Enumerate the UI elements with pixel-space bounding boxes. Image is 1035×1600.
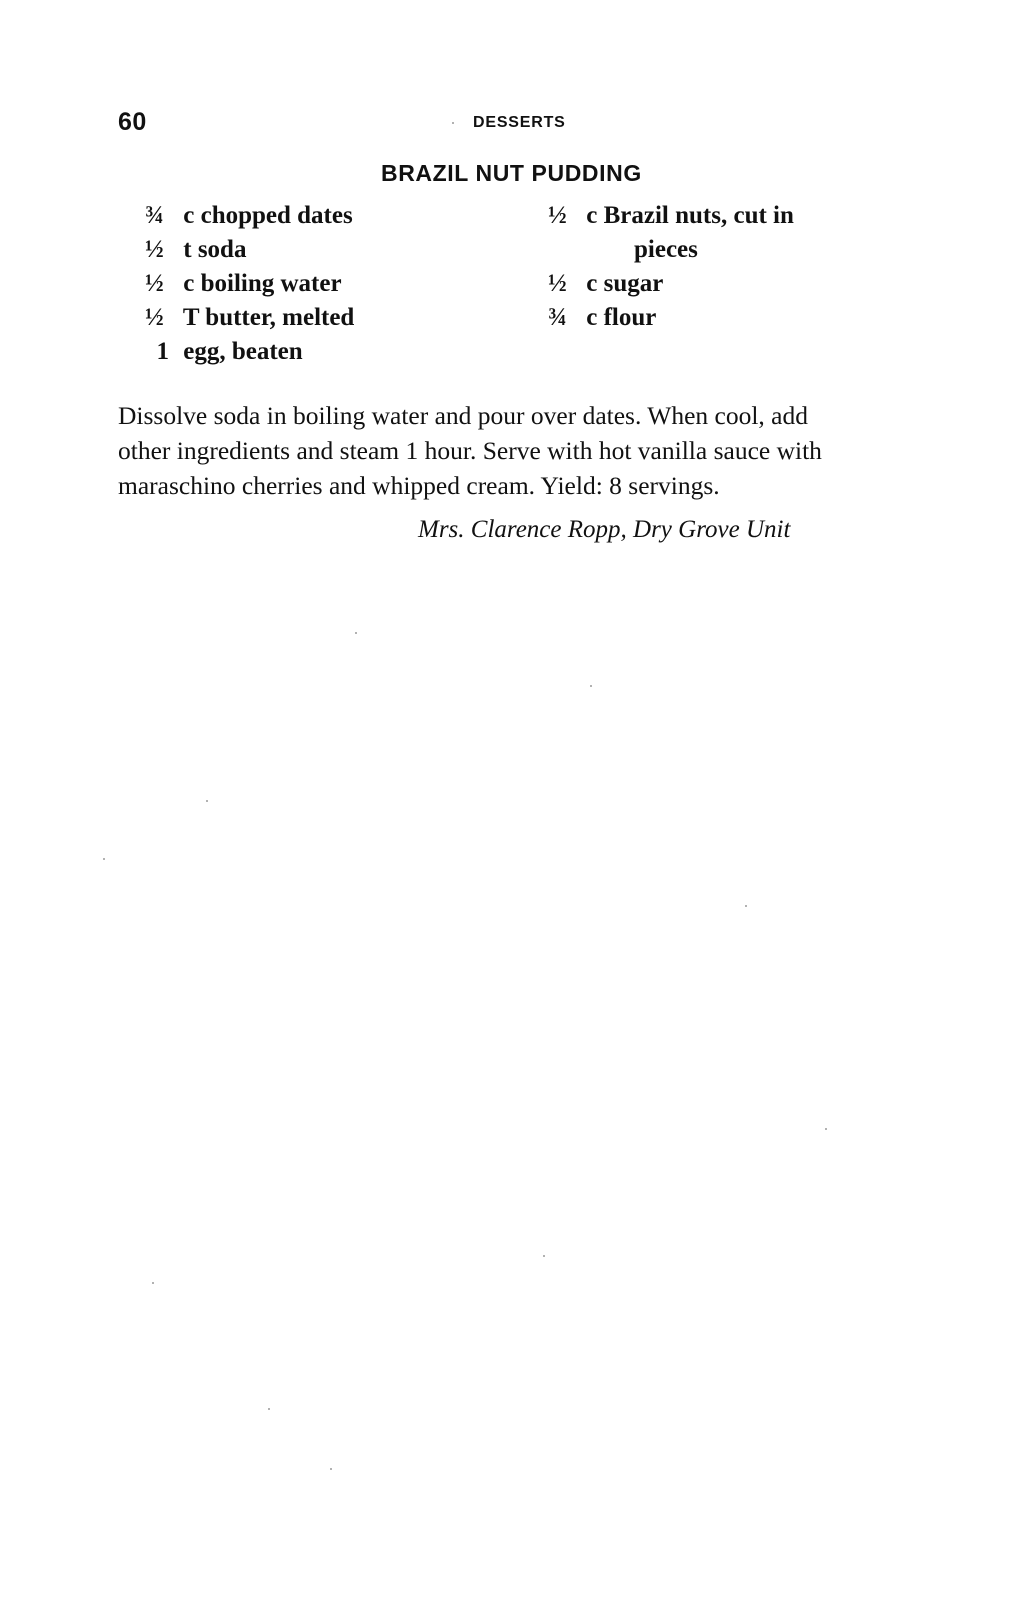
section-header: DESSERTS: [473, 114, 566, 131]
scan-speck: [745, 905, 747, 907]
ingredient-quantity: ¾: [548, 304, 567, 331]
ingredient-quantity: 1: [156, 338, 169, 365]
ingredient-item: [548, 202, 794, 230]
instruction-line: maraschino cherries and whipped cream. Yield: 8 servings.: [118, 471, 720, 500]
scan-speck: [543, 1255, 545, 1257]
scan-speck: [152, 1282, 154, 1284]
ingredient-text: c sugar: [586, 270, 664, 297]
scan-speck: [355, 632, 357, 634]
ingredient-item: [145, 270, 342, 298]
ingredient-quantity: ½: [145, 304, 164, 331]
page-number: 60: [118, 108, 147, 136]
scan-speck: [452, 122, 454, 124]
ingredient-quantity: ½: [548, 270, 567, 297]
instruction-line: other ingredients and steam 1 hour. Serve with hot vanilla sauce with: [118, 436, 822, 465]
ingredient-item: [548, 304, 656, 332]
ingredient-item: [145, 304, 354, 332]
ingredient-text: c flour: [586, 304, 657, 331]
ingredient-quantity: ½: [145, 236, 164, 263]
ingredient-quantity: ½: [145, 270, 164, 297]
recipe-title: BRAZIL NUT PUDDING: [381, 160, 642, 186]
ingredient-text: T butter, melted: [182, 304, 355, 331]
scan-speck: [590, 685, 592, 687]
ingredient-text: c Brazil nuts, cut in: [586, 202, 794, 229]
ingredient-item: [145, 338, 303, 366]
scan-speck: [206, 800, 208, 802]
ingredient-text: egg, beaten: [183, 338, 303, 365]
ingredient-quantity: ½: [548, 202, 567, 229]
recipe-attribution: Mrs. Clarence Ropp, Dry Grove Unit: [418, 516, 791, 543]
ingredient-continuation: pieces: [634, 236, 698, 263]
ingredient-text: c boiling water: [183, 270, 342, 297]
recipe-instructions: [118, 398, 908, 503]
ingredient-text: c chopped dates: [183, 202, 353, 229]
scan-speck: [268, 1408, 270, 1410]
ingredient-text: t soda: [183, 236, 247, 263]
scan-speck: [103, 858, 105, 860]
ingredient-item: [548, 270, 663, 298]
scan-speck: [825, 1128, 827, 1130]
instruction-line: Dissolve soda in boiling water and pour over dates. When cool, add: [118, 401, 808, 430]
ingredient-quantity: ¾: [145, 202, 164, 229]
ingredient-item: [145, 236, 246, 264]
ingredient-item: [145, 202, 353, 230]
scan-speck: [330, 1468, 332, 1470]
